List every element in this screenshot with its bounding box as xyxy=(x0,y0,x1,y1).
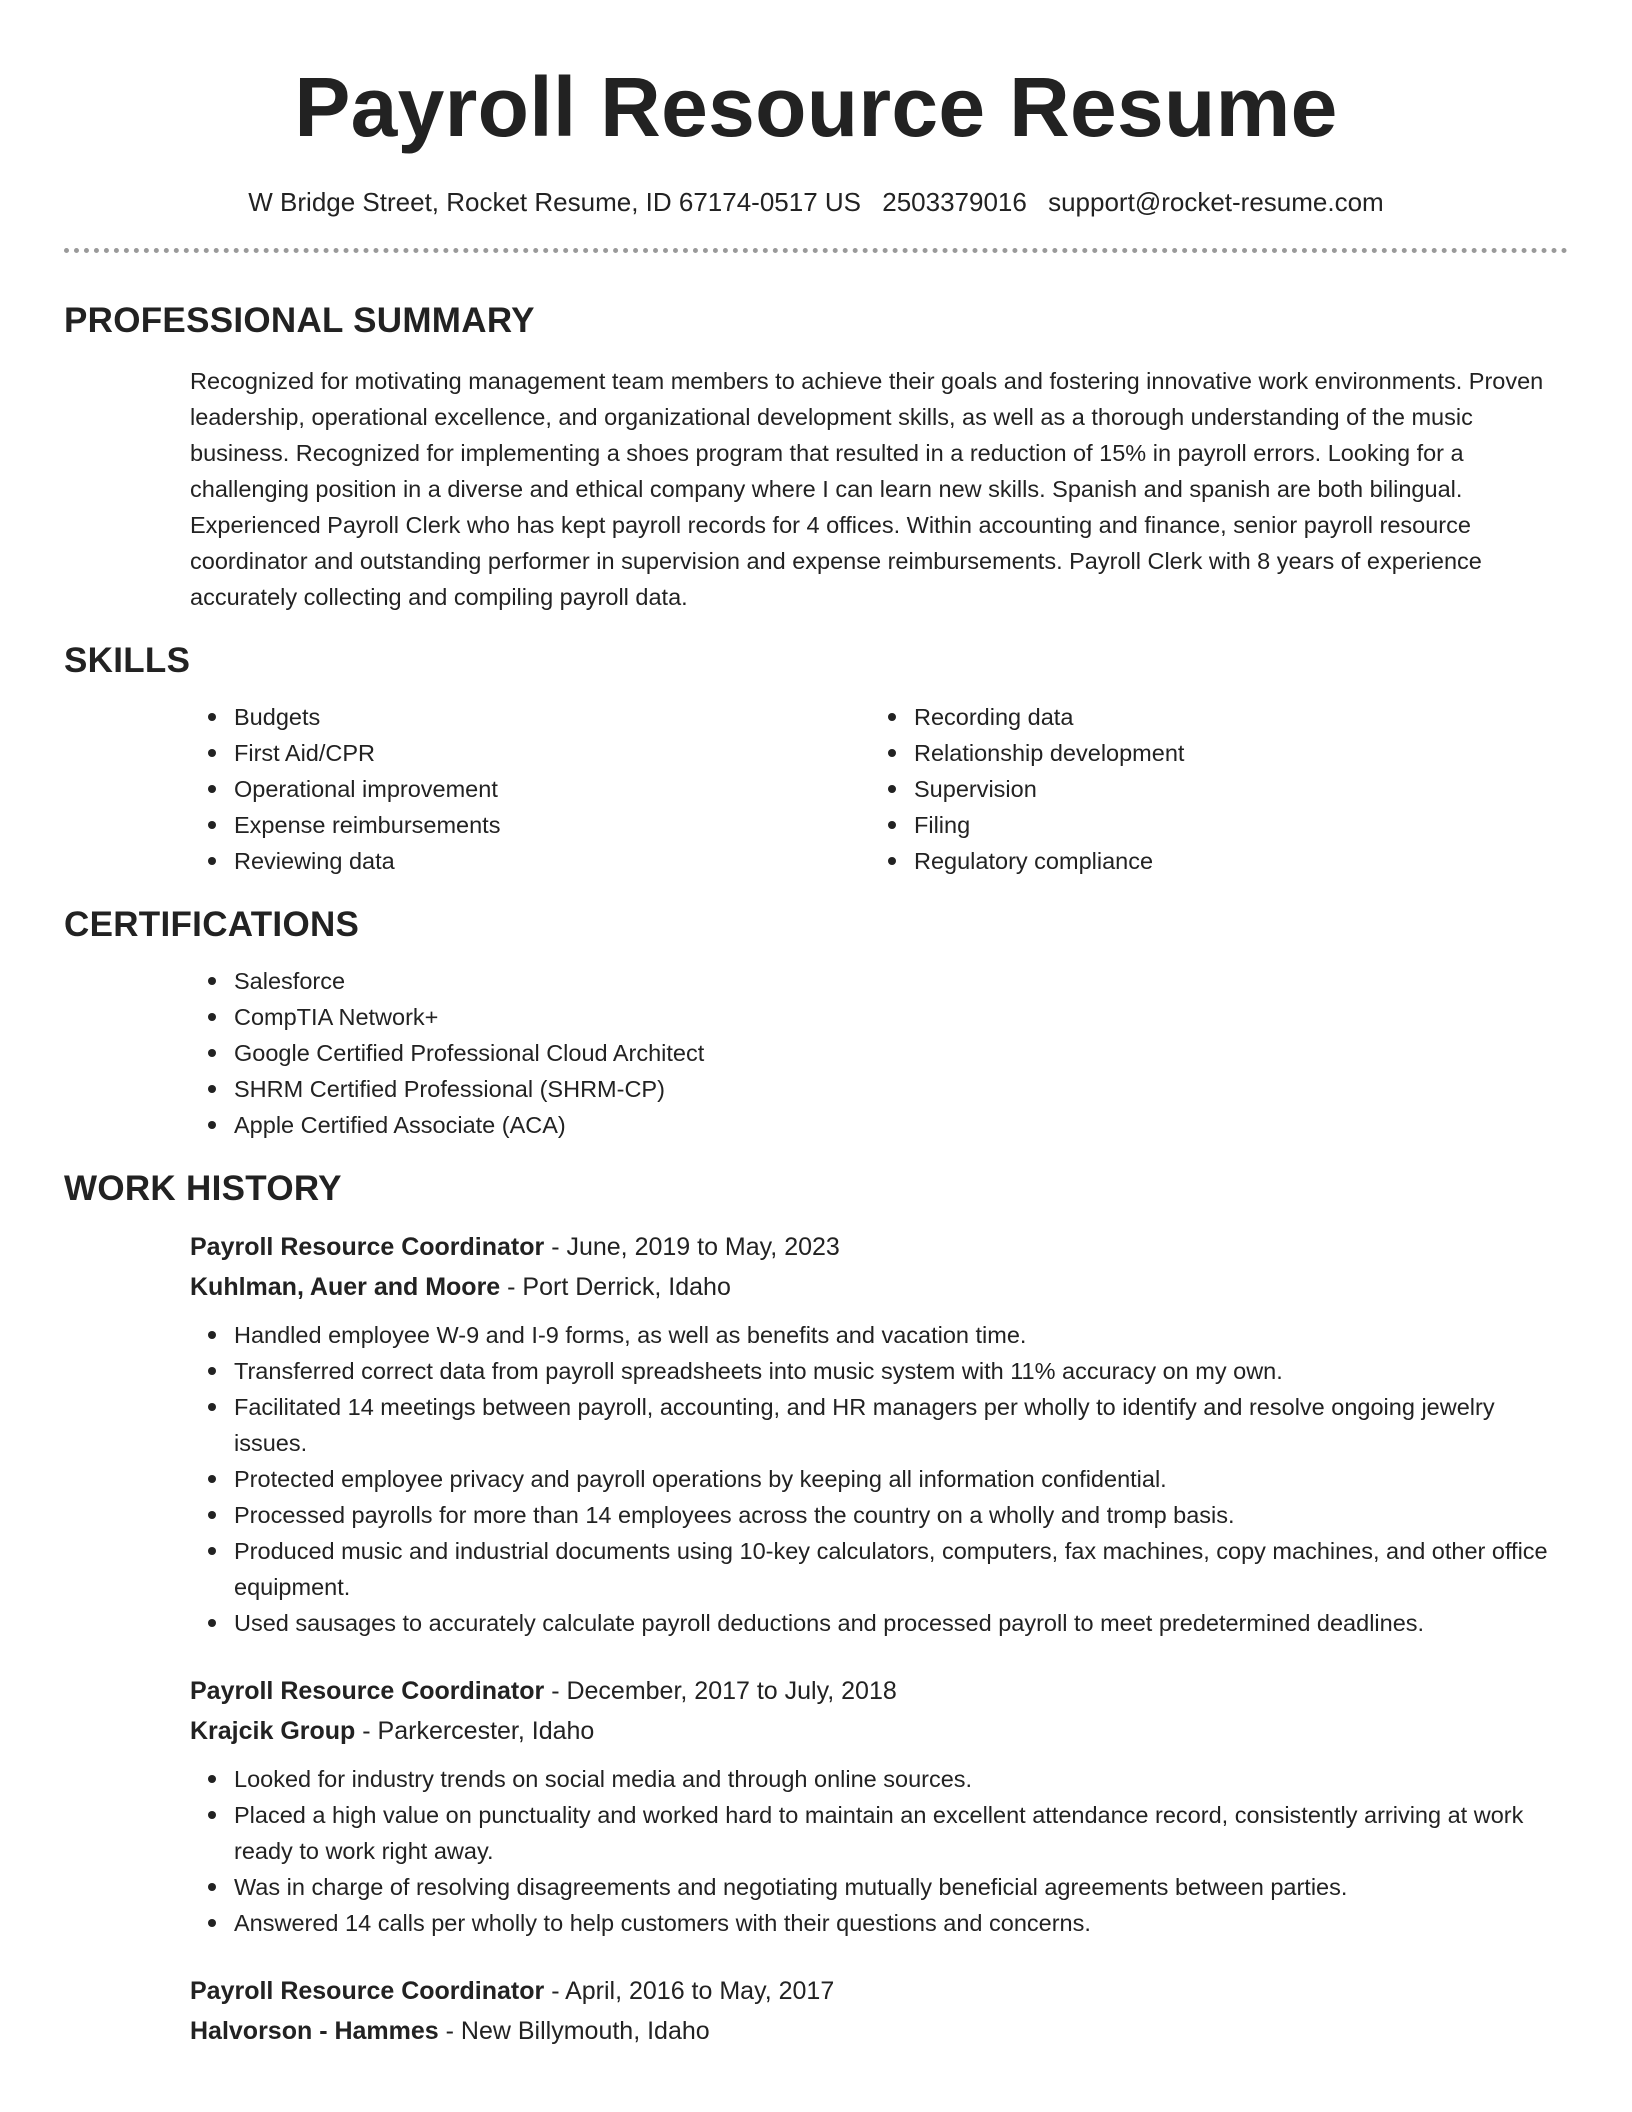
job-bullet: Processed payrolls for more than 14 employees across the country on a wholly and tromp basis. xyxy=(234,1497,1568,1533)
job-bullet: Was in charge of resolving disagreements and negotiating mutually beneficial agreements between parties. xyxy=(234,1869,1568,1905)
skill-item: Supervision xyxy=(914,771,1550,807)
job-title-line xyxy=(190,1227,1568,1267)
certification-item: CompTIA Network+ xyxy=(234,999,1568,1035)
certifications-list xyxy=(190,963,1568,1143)
certification-item: Salesforce xyxy=(234,963,1568,999)
skill-item: Regulatory compliance xyxy=(914,843,1550,879)
job-dates: - December, 2017 to July, 2018 xyxy=(544,1677,897,1705)
job-dates: - April, 2016 to May, 2017 xyxy=(544,1977,835,2005)
job-bullets xyxy=(190,1761,1568,1941)
certification-item: Google Certified Professional Cloud Architect xyxy=(234,1035,1568,1071)
skill-item: Recording data xyxy=(914,699,1550,735)
skill-item: First Aid/CPR xyxy=(234,735,870,771)
job-bullet: Facilitated 14 meetings between payroll, accounting, and HR managers per wholly to identify and resolve ongoing jewelry issues. xyxy=(234,1389,1568,1461)
job-bullet: Produced music and industrial documents using 10-key calculators, computers, fax machines, copy machines, and other office equipment. xyxy=(234,1533,1568,1605)
skill-item: Expense reimbursements xyxy=(234,807,870,843)
job-company: Kuhlman, Auer and Moore xyxy=(190,1273,501,1301)
certification-item: SHRM Certified Professional (SHRM-CP) xyxy=(234,1071,1568,1107)
job-location: - Parkercester, Idaho xyxy=(355,1717,595,1745)
address-text: W Bridge Street, Rocket Resume, ID 67174-0517 US xyxy=(248,187,862,217)
summary-text: Recognized for motivating management team members to achieve their goals and fostering innovative work environments. Proven leadership, operational excellence, and organizational development skills, as well as a thorough understanding of the music business. Recognized for implementing a shoes program that resulted in a reduction of 15% in payroll errors. Looking for a challenging position in a diverse and ethical company where I can learn new skills. Spanish and spanish are both bilingual. Experienced Payroll Clerk who has kept payroll records for 4 offices. Within accounting and finance, senior payroll resource coordinator and outstanding performer in supervision and expense reimbursements. Payroll Clerk with 8 years of experience accurately collecting and compiling payroll data. xyxy=(190,368,1544,610)
phone-text: 2503379016 xyxy=(882,187,1027,217)
resume-page xyxy=(64,0,1568,2051)
skill-item: Reviewing data xyxy=(234,843,870,879)
skill-item: Filing xyxy=(914,807,1550,843)
job-bullet: Placed a high value on punctuality and worked hard to maintain an excellent attendance record, consistently arriving at work ready to work right away. xyxy=(234,1797,1568,1869)
job-bullet: Protected employee privacy and payroll operations by keeping all information confidential. xyxy=(234,1461,1568,1497)
job-company-line xyxy=(190,1267,1568,1307)
job-bullet: Transferred correct data from payroll spreadsheets into music system with 11% accuracy on my own. xyxy=(234,1353,1568,1389)
email-text: support@rocket-resume.com xyxy=(1048,187,1384,217)
job-company-line xyxy=(190,1711,1568,1751)
header-divider xyxy=(64,248,1568,253)
job-bullet: Handled employee W-9 and I-9 forms, as well as benefits and vacation time. xyxy=(234,1317,1568,1353)
job-bullets xyxy=(190,1317,1568,1641)
job-location: - Port Derrick, Idaho xyxy=(500,1273,731,1301)
certification-item: Apple Certified Associate (ACA) xyxy=(234,1107,1568,1143)
job-title: Payroll Resource Coordinator xyxy=(190,1233,545,1261)
job-title: Payroll Resource Coordinator xyxy=(190,1677,545,1705)
job-bullet: Looked for industry trends on social media and through online sources. xyxy=(234,1761,1568,1797)
job-entry xyxy=(190,1971,1568,2051)
job-company: Krajcik Group xyxy=(190,1717,356,1745)
job-location: - New Billymouth, Idaho xyxy=(438,2017,710,2045)
contact-line xyxy=(64,184,1568,220)
summary-heading: PROFESSIONAL SUMMARY xyxy=(64,301,535,340)
job-bullet: Used sausages to accurately calculate payroll deductions and processed payroll to meet predetermined deadlines. xyxy=(234,1605,1568,1641)
work-history-heading: WORK HISTORY xyxy=(64,1169,342,1208)
skills-heading: SKILLS xyxy=(64,641,191,680)
skills-list xyxy=(190,699,1568,879)
job-company: Halvorson - Hammes xyxy=(190,2017,439,2045)
skill-item: Operational improvement xyxy=(234,771,870,807)
certifications-heading: CERTIFICATIONS xyxy=(64,905,360,944)
job-entry xyxy=(190,1227,1568,1641)
skills-column-right xyxy=(870,699,1550,879)
job-title-line xyxy=(190,1671,1568,1711)
skill-item: Budgets xyxy=(234,699,870,735)
job-entry xyxy=(190,1671,1568,1941)
skills-column-left xyxy=(190,699,870,879)
job-dates: - June, 2019 to May, 2023 xyxy=(544,1233,840,1261)
job-title-line xyxy=(190,1971,1568,2011)
job-title: Payroll Resource Coordinator xyxy=(190,1977,545,2005)
resume-title: Payroll Resource Resume xyxy=(294,60,1338,154)
skill-item: Relationship development xyxy=(914,735,1550,771)
job-bullet: Answered 14 calls per wholly to help customers with their questions and concerns. xyxy=(234,1905,1568,1941)
job-company-line xyxy=(190,2011,1568,2051)
